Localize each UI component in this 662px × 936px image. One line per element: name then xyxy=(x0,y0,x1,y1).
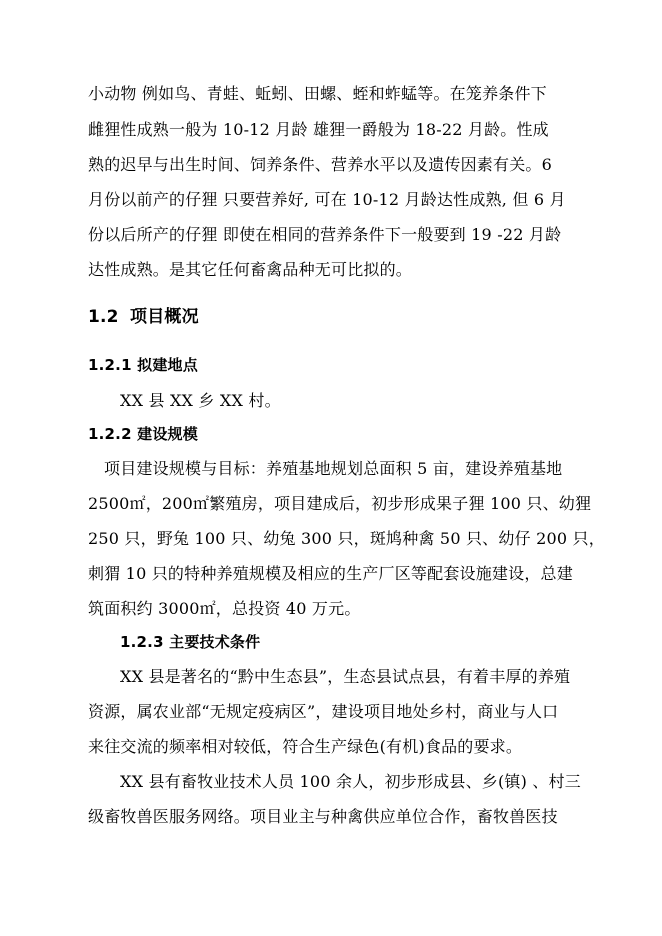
section-number: 1.2 xyxy=(88,307,119,327)
scale-line-1: 项目建设规模与目标：养殖基地规划总面积 5 亩，建设养殖基地 xyxy=(104,459,563,478)
intro-line-1: 小动物 例如鸟、青蛙、蚯蚓、田螺、蛭和蚱蜢等。在笼养条件下 xyxy=(88,84,547,103)
section-heading-1-2 xyxy=(88,307,199,327)
section-heading-1-2-3: 1.2.3 主要技术条件 xyxy=(120,633,261,651)
scale-line-3: 250 只，野兔 100 只、幼兔 300 只，斑鸠种禽 50 只、幼仔 200 只， xyxy=(88,529,605,548)
tech-line-1: XX 县是著名的“黔中生态县”，生态县试点县，有着丰厚的养殖 xyxy=(120,667,571,686)
section-heading-1-2-1: 1.2.1 拟建地点 xyxy=(88,356,198,374)
intro-line-2: 雌狸性成熟一般为 10-12 月龄 雄狸一爵般为 18-22 月龄。性成 xyxy=(88,120,549,139)
section-title: 项目概况 xyxy=(130,307,199,327)
scale-line-4: 刺猬 10 只的特种养殖规模及相应的生产厂区等配套设施建设，总建 xyxy=(88,564,573,583)
location-text: XX 县 XX 乡 XX 村。 xyxy=(120,391,281,410)
section-heading-1-2-2: 1.2.2 建设规模 xyxy=(88,425,198,443)
tech-line-3: 来往交流的频率相对较低，符合生产绿色(有机)食品的要求。 xyxy=(88,737,523,756)
tech-line-4: XX 县有畜牧业技术人员 100 余人，初步形成县、乡(镇) 、村三 xyxy=(120,772,581,791)
tech-line-5: 级畜牧兽医服务网络。项目业主与种禽供应单位合作，畜牧兽医技 xyxy=(88,807,558,826)
scale-line-5: 筑面积约 3000㎡，总投资 40 万元。 xyxy=(88,599,361,618)
tech-line-2: 资源，属农业部“无规定疫病区”，建设项目地处乡村，商业与人口 xyxy=(88,702,559,721)
scale-line-2: 2500㎡，200㎡繁殖房，项目建成后，初步形成果子狸 100 只、幼狸 xyxy=(88,494,592,513)
intro-line-4: 月份以前产的仔狸 只要营养好, 可在 10-12 月龄达性成熟, 但 6 月 xyxy=(88,190,566,209)
intro-line-6: 达性成熟。是其它任何畜禽品种无可比拟的。 xyxy=(88,260,413,279)
intro-line-5: 份以后所产的仔狸 即使在相同的营养条件下一般要到 19 -22 月龄 xyxy=(88,225,562,244)
intro-line-3: 熟的迟早与出生时间、饲养条件、营养水平以及遗传因素有关。6 xyxy=(88,155,552,174)
